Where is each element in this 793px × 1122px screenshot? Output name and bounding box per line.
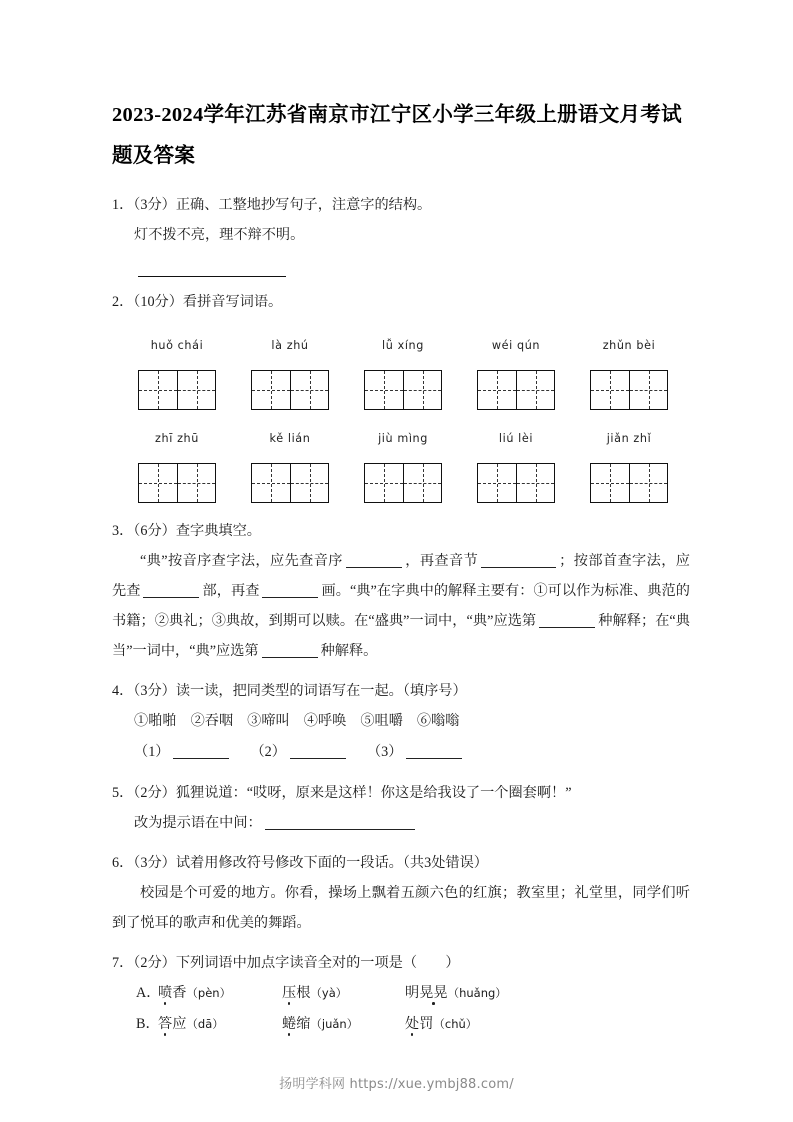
question-7 bbox=[112, 949, 690, 1040]
option-item: ④呼唤 bbox=[303, 713, 347, 729]
question-4-options bbox=[112, 706, 690, 736]
tianzige-cell[interactable] bbox=[516, 464, 554, 502]
answer-group-3 bbox=[367, 744, 465, 760]
term-post: 应 bbox=[172, 1016, 187, 1032]
question-5 bbox=[112, 779, 690, 838]
tianzige-cell[interactable] bbox=[629, 371, 667, 409]
term-dotted: 压 bbox=[282, 985, 297, 1001]
q3-text-part7: 种解释。 bbox=[320, 643, 378, 659]
question-7-stem: 7．（2分）下列词语中加点字读音全对的一项是（ ） bbox=[112, 955, 460, 971]
pinyin-label: jiù mìng bbox=[378, 432, 428, 445]
term-pre: 明 bbox=[405, 985, 420, 1001]
tianzige-pair[interactable] bbox=[477, 463, 555, 503]
pinyin-label: liú lèi bbox=[498, 432, 534, 445]
answer-label: （1） bbox=[134, 744, 170, 760]
q3-blank-yinjie[interactable] bbox=[481, 552, 556, 568]
choice-term bbox=[158, 1009, 282, 1040]
answer-label: （3） bbox=[366, 744, 403, 760]
pinyin-item bbox=[473, 424, 559, 503]
term-pinyin: （chǔ） bbox=[433, 1017, 478, 1031]
option-item: ⑤咀嚼 bbox=[360, 713, 403, 729]
q3-text-part6: 种解释；在“典当”一词中，“典”应选第 bbox=[112, 613, 690, 659]
q3-text-part4: 部，再查 bbox=[202, 583, 260, 599]
pinyin-item bbox=[134, 331, 220, 410]
tianzige-cell[interactable] bbox=[591, 464, 629, 502]
tianzige-cell[interactable] bbox=[591, 371, 629, 409]
tianzige-cell[interactable] bbox=[478, 464, 516, 502]
tianzige-cell[interactable] bbox=[290, 371, 328, 409]
pinyin-item bbox=[586, 424, 672, 503]
question-3-stem: 3．（6分）查字典填空。 bbox=[112, 523, 261, 539]
question-6-paragraph: 校园是个可爱的地方。你看，操场上飘着五颜六色的红旗；教室里；礼堂里，同学们听到了悦耳的歌声和优美的舞蹈。 bbox=[112, 885, 690, 931]
tianzige-pair[interactable] bbox=[477, 370, 555, 410]
pinyin-label: wéi qún bbox=[491, 339, 541, 352]
answer-group-1 bbox=[134, 744, 232, 760]
tianzige-pair[interactable] bbox=[590, 370, 668, 410]
question-7-choice-b[interactable] bbox=[112, 1009, 690, 1040]
pinyin-label: huǒ chái bbox=[150, 339, 204, 352]
term-dotted: 处 bbox=[405, 1016, 420, 1032]
term-post: 香 bbox=[172, 985, 187, 1001]
tianzige-pair[interactable] bbox=[590, 463, 668, 503]
q4-blank-2[interactable] bbox=[290, 743, 346, 759]
term-pinyin: （huǎng） bbox=[447, 986, 507, 1000]
q3-blank-bushou[interactable] bbox=[143, 582, 199, 598]
tianzige-cell[interactable] bbox=[252, 371, 290, 409]
question-4-stem: 4．（3分）读一读，把同类型的词语写在一起。（填序号） bbox=[112, 683, 467, 699]
term-dotted: 蜷 bbox=[282, 1016, 297, 1032]
pinyin-label: zhǔn bèi bbox=[602, 339, 656, 352]
pinyin-row-1 bbox=[112, 331, 690, 410]
tianzige-pair[interactable] bbox=[364, 370, 442, 410]
pinyin-label: zhī zhū bbox=[155, 432, 199, 445]
tianzige-cell[interactable] bbox=[139, 464, 177, 502]
tianzige-cell[interactable] bbox=[177, 371, 215, 409]
question-4-answer-row bbox=[112, 736, 690, 768]
q3-text-part1: “典”按音序查字法，应先查音序 bbox=[140, 553, 343, 569]
tianzige-pair[interactable] bbox=[138, 463, 216, 503]
pinyin-grid-block bbox=[112, 331, 690, 503]
question-3-body bbox=[112, 546, 690, 666]
q4-blank-3[interactable] bbox=[406, 743, 462, 759]
choice-term bbox=[405, 978, 507, 1009]
q4-blank-1[interactable] bbox=[173, 743, 229, 759]
q3-blank-diandang[interactable] bbox=[262, 642, 318, 658]
option-item: ⑥嗡嗡 bbox=[416, 713, 460, 729]
q3-blank-shengdian[interactable] bbox=[539, 612, 595, 628]
page-title: 2023-2024学年江苏省南京市江宁区小学三年级上册语文月考试题及答案 bbox=[112, 104, 682, 167]
pinyin-item bbox=[360, 424, 446, 503]
term-dotted: 答 bbox=[158, 1016, 173, 1032]
tianzige-cell[interactable] bbox=[516, 371, 554, 409]
pinyin-label: lǚ xíng bbox=[382, 339, 424, 352]
question-2-stem: 2．（10分）看拼音写词语。 bbox=[112, 294, 283, 310]
pinyin-row-2 bbox=[112, 424, 690, 503]
pinyin-item bbox=[247, 424, 333, 503]
tianzige-cell[interactable] bbox=[252, 464, 290, 502]
pinyin-label: là zhú bbox=[271, 339, 309, 352]
question-1 bbox=[112, 191, 690, 277]
q3-blank-bihua[interactable] bbox=[262, 582, 318, 598]
term-post: 根 bbox=[296, 985, 311, 1001]
term-post: 罚 bbox=[419, 1016, 434, 1032]
question-4 bbox=[112, 677, 690, 768]
option-item: ③啼叫 bbox=[247, 713, 290, 729]
q3-text-part2: ，再查音节 bbox=[404, 553, 479, 569]
question-3 bbox=[112, 517, 690, 666]
tianzige-cell[interactable] bbox=[365, 371, 403, 409]
choice-letter: A． bbox=[136, 985, 161, 1001]
pinyin-label: jiǎn zhǐ bbox=[606, 432, 652, 445]
term-pinyin: （juǎn） bbox=[310, 1017, 359, 1031]
choice-term bbox=[405, 1009, 477, 1040]
tianzige-pair[interactable] bbox=[364, 463, 442, 503]
question-6 bbox=[112, 849, 690, 938]
document-content bbox=[112, 95, 690, 1040]
term-pinyin: （pèn） bbox=[186, 986, 232, 1000]
choice-term bbox=[158, 978, 282, 1009]
question-2 bbox=[112, 288, 690, 503]
choice-term bbox=[282, 978, 405, 1009]
choice-term bbox=[282, 1009, 405, 1040]
pinyin-item bbox=[586, 331, 672, 410]
q3-text-part5: 画。“典”在字典中的解释主要有：①可以作为标准、典范的书籍；②典礼；③典故，到期可以赎。在“盛典”一词中，“典”应选第 bbox=[112, 583, 690, 629]
question-1-answer-rule[interactable] bbox=[138, 276, 286, 277]
tianzige-cell[interactable] bbox=[139, 371, 177, 409]
answer-group-2 bbox=[250, 744, 348, 760]
answer-label: （2） bbox=[250, 744, 286, 760]
option-item: ①啪啪 bbox=[134, 713, 177, 729]
q3-blank-yinxu[interactable] bbox=[346, 552, 402, 568]
term-pinyin: （yà） bbox=[310, 986, 348, 1000]
pinyin-item bbox=[360, 331, 446, 410]
tianzige-cell[interactable] bbox=[478, 371, 516, 409]
tianzige-pair[interactable] bbox=[251, 370, 329, 410]
term-post: 缩 bbox=[296, 1016, 311, 1032]
tianzige-cell[interactable] bbox=[365, 464, 403, 502]
q3-text-part3: ；按部首查字法，应先查 bbox=[112, 553, 690, 599]
question-6-stem: 6．（3分）试着用修改符号修改下面的一段话。（共3处错误） bbox=[112, 855, 488, 871]
tianzige-cell[interactable] bbox=[403, 371, 441, 409]
choice-letter: B． bbox=[136, 1016, 160, 1032]
question-1-stem: 1．（3分）正确、工整地抄写句子，注意字的结构。 bbox=[112, 197, 432, 213]
tianzige-pair[interactable] bbox=[138, 370, 216, 410]
tianzige-cell[interactable] bbox=[290, 464, 328, 502]
pinyin-item bbox=[247, 331, 333, 410]
tianzige-pair[interactable] bbox=[251, 463, 329, 503]
question-1-sentence: 灯不拨不亮，理不辩不明。 bbox=[134, 227, 305, 243]
question-5-prompt: 改为提示语在中间： bbox=[134, 815, 262, 831]
option-item: ②吞咽 bbox=[190, 713, 234, 729]
term-dotted: 晃晃 bbox=[419, 985, 448, 1001]
q5-blank[interactable] bbox=[265, 814, 415, 830]
site-watermark: 扬明学科网 https://xue.ymbj88.com/ bbox=[279, 1077, 514, 1092]
pinyin-label: kě lián bbox=[269, 432, 311, 445]
question-5-stem: 5．（2分）狐狸说道：“哎呀，原来是这样！你这是给我设了一个圈套啊！” bbox=[112, 785, 572, 801]
tianzige-cell[interactable] bbox=[177, 464, 215, 502]
term-dotted: 喷 bbox=[158, 985, 173, 1001]
tianzige-cell[interactable] bbox=[403, 464, 441, 502]
tianzige-cell[interactable] bbox=[629, 464, 667, 502]
pinyin-item bbox=[473, 331, 559, 410]
question-7-choice-a[interactable] bbox=[112, 978, 690, 1009]
pinyin-item bbox=[134, 424, 220, 503]
question-5-answer-row bbox=[112, 808, 690, 838]
term-pinyin: （dā） bbox=[186, 1017, 224, 1031]
